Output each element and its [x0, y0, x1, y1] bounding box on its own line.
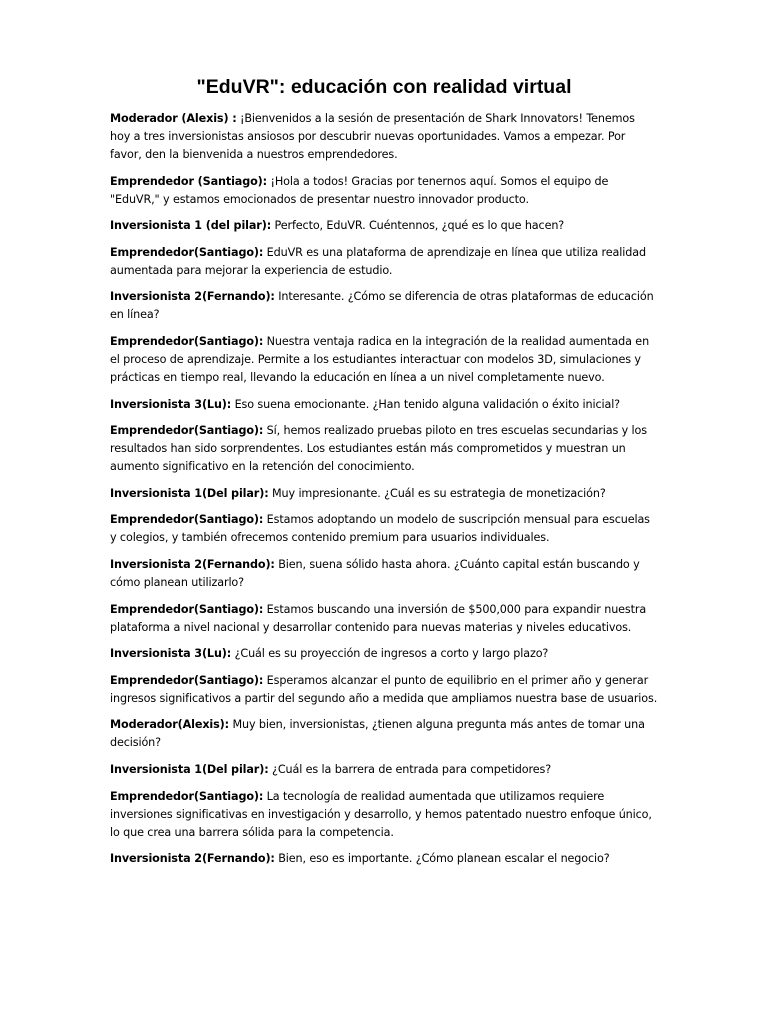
dialogue-line: [110, 850, 658, 868]
speaker-name: Inversionista 2(Fernando):: [110, 557, 275, 571]
line-text: Eso suena emocionante. ¿Han tenido alguna validación o éxito inicial?: [231, 397, 621, 411]
dialogue-line: [110, 288, 658, 324]
document-title: "EduVR": educación con realidad virtual: [196, 76, 572, 98]
line-text: Muy impresionante. ¿Cuál es su estrategia de monetización?: [268, 486, 606, 500]
line-text: ¡Hola a todos! Gracias por tenernos aquí. Somos el equipo de "EduVR," y estamos emocionados de presentar nuestro innovador producto.: [110, 174, 609, 206]
line-text: Bien, suena sólido hasta ahora. ¿Cuánto capital están buscando y cómo planean utilizarlo?: [110, 557, 640, 589]
speaker-name: Emprendedor(Santiago):: [110, 789, 264, 803]
speaker-name: Emprendedor(Santiago):: [110, 424, 264, 438]
dialogue-line: [110, 601, 658, 637]
dialogue-line: [110, 396, 658, 414]
speaker-name: Inversionista 1 (del pilar):: [110, 219, 272, 233]
dialogue-line: [110, 110, 658, 164]
speaker-name: Moderador(Alexis):: [110, 718, 230, 732]
line-text: ¡Bienvenidos a la sesión de presentación de Shark Innovators! Tenemos hoy a tres inversionistas ansiosos por descubrir nuevas oportunidades. Vamos a empezar. Por favor, den la bienvenida a nuestros emprendedores.: [110, 112, 635, 161]
line-text: ¿Cuál es su proyección de ingresos a corto y largo plazo?: [231, 647, 549, 661]
dialogue-line: [110, 672, 658, 708]
line-text: EduVR es una plataforma de aprendizaje en línea que utiliza realidad aumentada para mejorar la experiencia de estudio.: [110, 245, 646, 277]
speaker-name: Moderador (Alexis) :: [110, 112, 237, 125]
dialogue-line: [110, 217, 658, 235]
speaker-name: Emprendedor(Santiago):: [110, 334, 264, 348]
speaker-name: Emprendedor(Santiago):: [110, 602, 264, 616]
speaker-name: Inversionista 2(Fernando):: [110, 290, 275, 304]
dialogue-line: [110, 761, 658, 779]
document-page: [110, 74, 658, 877]
dialogue-line: [110, 333, 658, 387]
line-text: Esperamos alcanzar el punto de equilibrio en el primer año y generar ingresos significativos a partir del segundo año a medida que ampliamos nuestra base de usuarios.: [110, 673, 658, 705]
dialogue-line: [110, 716, 658, 752]
speaker-name: Inversionista 2(Fernando):: [110, 852, 275, 866]
speaker-name: Emprendedor (Santiago):: [110, 174, 268, 188]
speaker-name: Inversionista 1(Del pilar):: [110, 486, 269, 500]
line-text: Interesante. ¿Cómo se diferencia de otras plataformas de educación en línea?: [110, 290, 654, 322]
speaker-name: Inversionista 3(Lu):: [110, 647, 232, 661]
line-text: Estamos buscando una inversión de $500,000 para expandir nuestra plataforma a nivel nacional y desarrollar contenido para nuevas materias y niveles educativos.: [110, 602, 647, 634]
line-text: Muy bien, inversionistas, ¿tienen alguna pregunta más antes de tomar una decisión?: [110, 718, 645, 750]
dialogue-line: [110, 173, 658, 209]
dialogue-line: [110, 422, 658, 476]
line-text: Estamos adoptando un modelo de suscripción mensual para escuelas y colegios, y también ofrecemos contenido premium para usuarios individuales.: [110, 513, 650, 545]
dialogue-line: [110, 511, 658, 547]
speaker-name: Inversionista 3(Lu):: [110, 397, 232, 411]
line-text: Bien, eso es importante. ¿Cómo planean escalar el negocio?: [274, 852, 610, 866]
dialogue-line: [110, 788, 658, 842]
dialogue-line: [110, 244, 658, 280]
line-text: Sí, hemos realizado pruebas piloto en tres escuelas secundarias y los resultados han sido sorprendentes. Los estudiantes están más comprometidos y muestran un aumento significativo en la retención del conocimiento.: [110, 424, 647, 474]
line-text: Nuestra ventaja radica en la integración de la realidad aumentada en el proceso de aprendizaje. Permite a los estudiantes interactuar con modelos 3D, simulaciones y prácticas en tiempo real, llevando la educación en línea a un nivel completamente nuevo.: [110, 334, 650, 384]
speaker-name: Emprendedor(Santiago):: [110, 245, 264, 259]
line-text: ¿Cuál es la barrera de entrada para competidores?: [268, 762, 552, 776]
line-text: Perfecto, EduVR. Cuéntennos, ¿qué es lo que hacen?: [271, 219, 565, 233]
speaker-name: Emprendedor(Santiago):: [110, 513, 264, 527]
dialogue-line: [110, 645, 658, 663]
dialogue-list: [110, 110, 658, 868]
speaker-name: Emprendedor(Santiago):: [110, 673, 264, 687]
line-text: La tecnología de realidad aumentada que utilizamos requiere inversiones significativas en investigación y desarrollo, y hemos patentado nuestro enfoque único, lo que crea una barrera sólida para la competencia.: [110, 789, 652, 839]
dialogue-line: [110, 485, 658, 503]
dialogue-line: [110, 556, 658, 592]
speaker-name: Inversionista 1(Del pilar):: [110, 762, 269, 776]
